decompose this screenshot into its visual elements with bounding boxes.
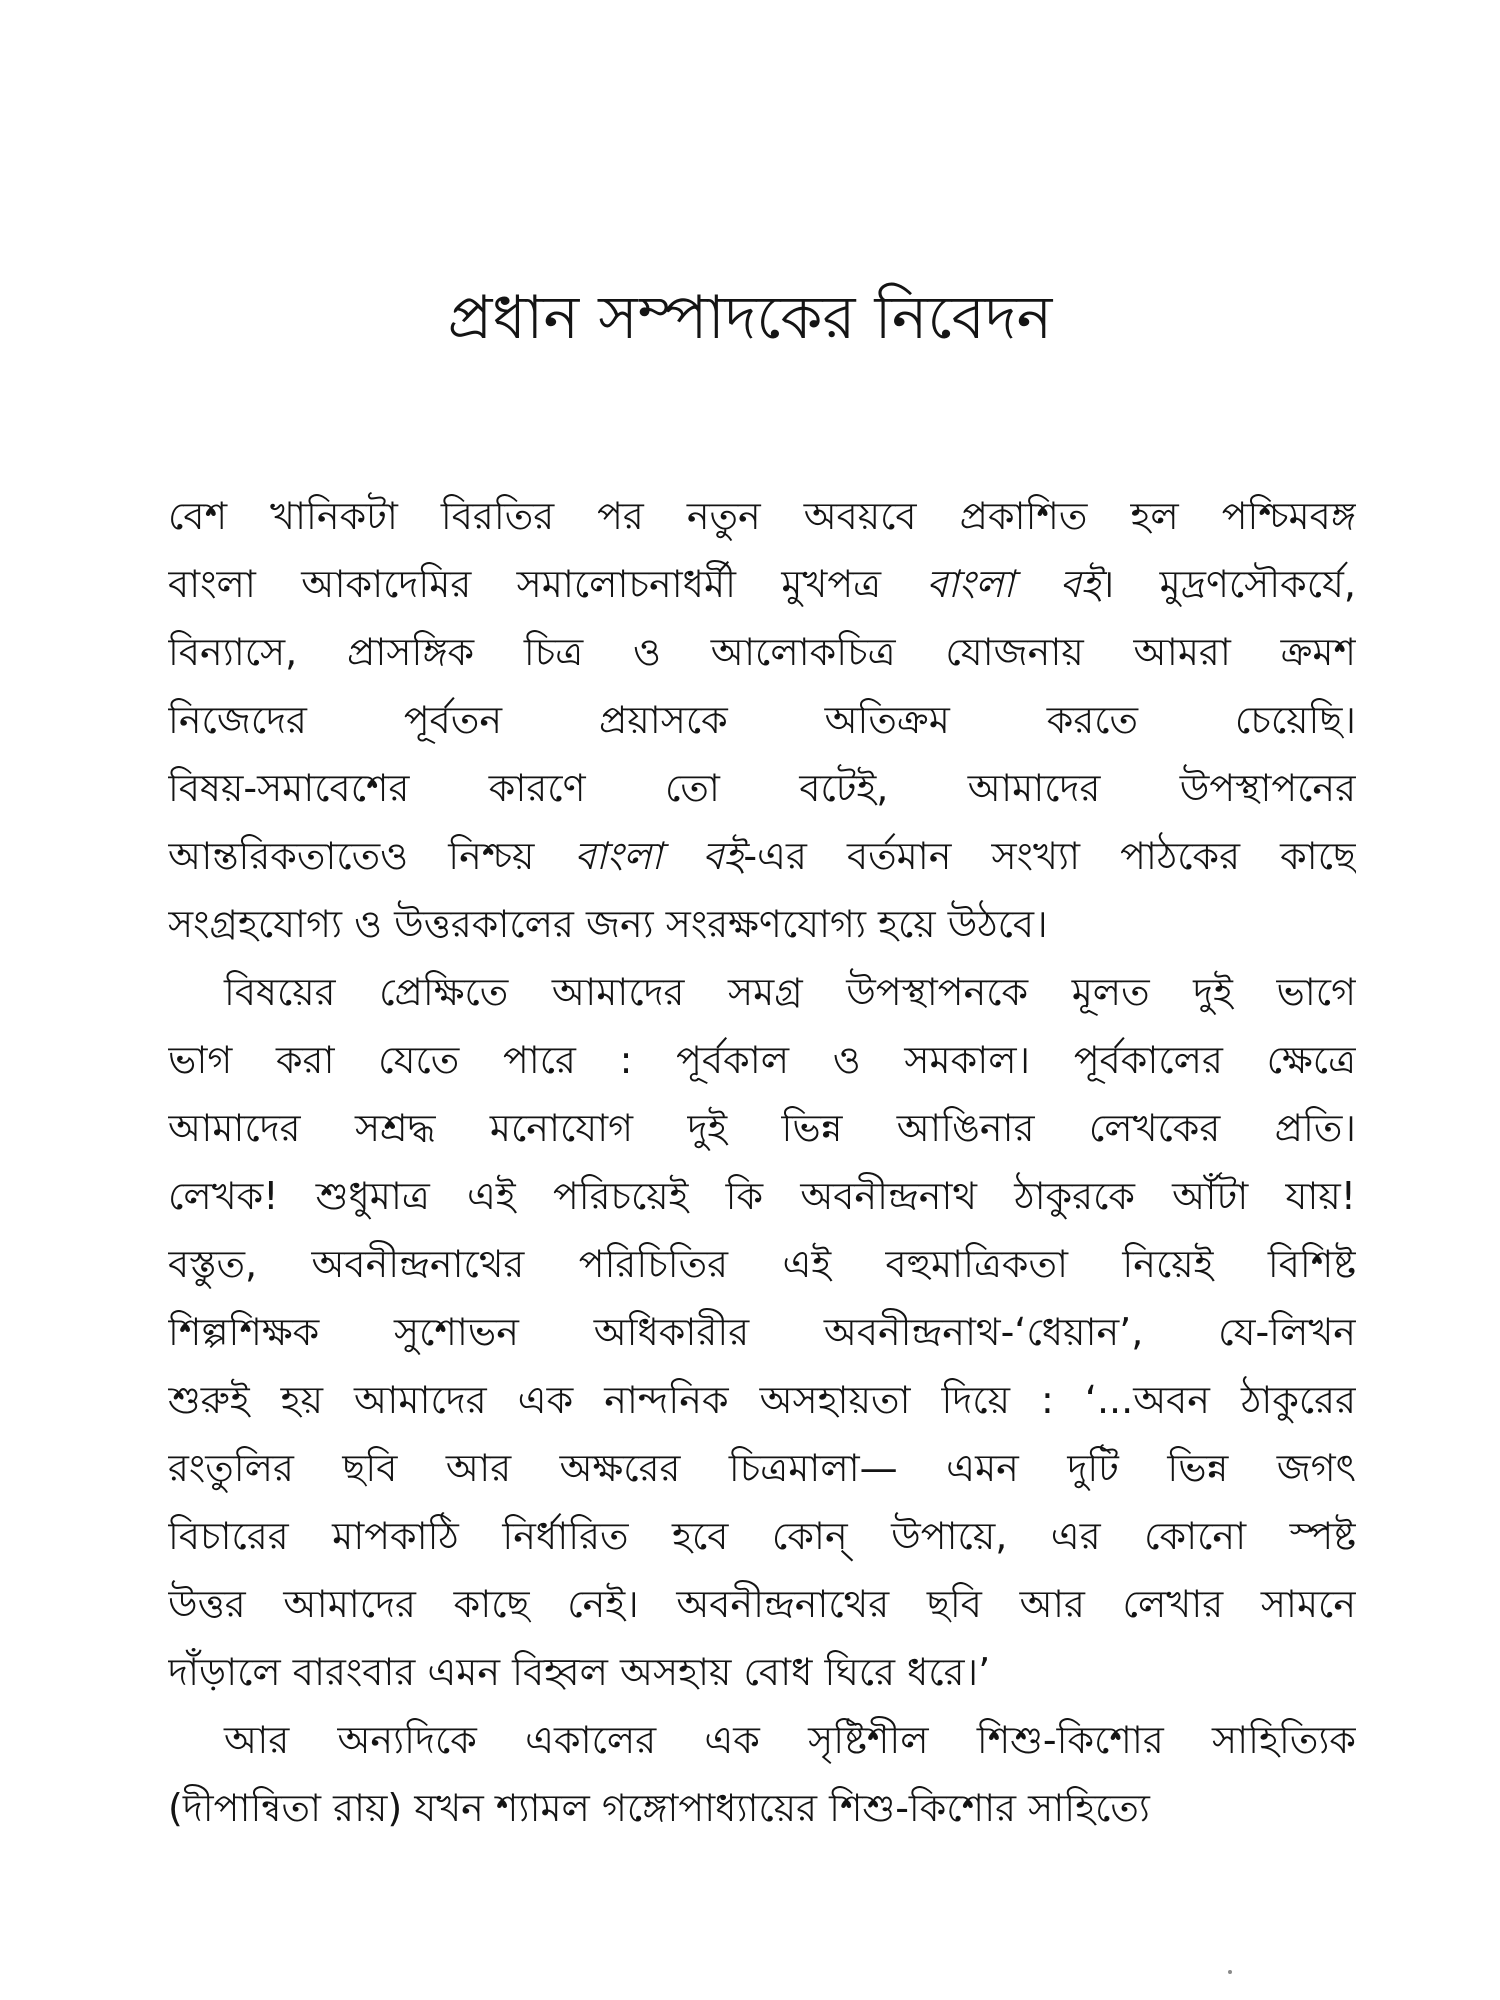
text-line: [168, 958, 1356, 1026]
text-line: [168, 686, 1356, 754]
text-line: [168, 482, 1356, 550]
text-line: [168, 1162, 1356, 1230]
page-title: প্রধান সম্পাদকের নিবেদন: [447, 283, 1053, 353]
text-line: [168, 1774, 1356, 1842]
text-line: [168, 1570, 1356, 1638]
text-segment: নিজেদের পূর্বতন প্রয়াসকে অতিক্রম করতে চেয়েছি।: [168, 698, 1356, 742]
text-line: [168, 1298, 1356, 1366]
text-segment: বিন্যাসে, প্রাসঙ্গিক চিত্র ও আলোকচিত্র যোজনায় আমরা ক্রমশ: [168, 630, 1356, 674]
text-segment: । মুদ্রণসৌকর্যে,: [1100, 562, 1356, 606]
paragraph-2: [168, 958, 1356, 1706]
text-line: [168, 1230, 1356, 1298]
text-segment: আমাদের সশ্রদ্ধ মনোযোগ দুই ভিন্ন আঙিনার লেখকের প্রতি।: [168, 1106, 1356, 1150]
text-segment: বেশ খানিকটা বিরতির পর নতুন অবয়বে প্রকাশিত হল পশ্চিমবঙ্গ: [168, 494, 1356, 538]
text-line: [168, 1502, 1356, 1570]
text-line: [168, 1706, 1356, 1774]
text-segment: শিল্পশিক্ষক সুশোভন অধিকারীর অবনীন্দ্রনাথ-‘ধেয়ান’, যে-লিখন: [168, 1310, 1356, 1354]
text-segment: -এর বর্তমান সংখ্যা পাঠকের কাছে: [743, 834, 1356, 878]
text-segment: দাঁড়ালে বারংবার এমন বিহ্বল অসহায় বোধ ঘিরে ধরে।’: [168, 1650, 991, 1694]
text-line: [168, 1026, 1356, 1094]
text-segment: বিষয়-সমাবেশের কারণে তো বটেই, আমাদের উপস্থাপনের: [168, 766, 1356, 810]
text-line: [168, 1094, 1356, 1162]
text-segment: বাংলা আকাদেমির সমালোচনাধর্মী মুখপত্র: [168, 562, 927, 606]
text-line: [168, 1366, 1356, 1434]
article-body: [168, 482, 1356, 1842]
text-line: [168, 890, 1356, 958]
text-segment: শুরুই হয় আমাদের এক নান্দনিক অসহায়তা দিয়ে : ‘...অবন ঠাকুরের: [168, 1378, 1356, 1422]
text-segment: আন্তরিকতাতেও নিশ্চয়: [168, 834, 575, 878]
text-segment: বিচারের মাপকাঠি নির্ধারিত হবে কোন্ উপায়ে, এর কোনো স্পষ্ট: [168, 1514, 1356, 1558]
text-segment: রংতুলির ছবি আর অক্ষরের চিত্রমালা— এমন দুটি ভিন্ন জগৎ: [168, 1446, 1356, 1490]
journal-title-italic: বাংলা বই: [574, 834, 744, 878]
text-segment: লেখক! শুধুমাত্র এই পরিচয়েই কি অবনীন্দ্রনাথ ঠাকুরকে আঁটা যায়!: [168, 1174, 1356, 1218]
paragraph-3: [168, 1706, 1356, 1842]
text-line: [168, 822, 1356, 890]
text-line: [168, 754, 1356, 822]
text-line: [168, 1434, 1356, 1502]
text-segment: আর অন্যদিকে একালের এক সৃষ্টিশীল শিশু-কিশোর সাহিত্যিক: [224, 1718, 1356, 1762]
text-segment: উত্তর আমাদের কাছে নেই। অবনীন্দ্রনাথের ছবি আর লেখার সামনে: [168, 1582, 1356, 1626]
text-segment: (দীপান্বিতা রায়) যখন শ্যামল গঙ্গোপাধ্যায়ের শিশু-কিশোর সাহিত্যে: [168, 1786, 1150, 1830]
paragraph-1: [168, 482, 1356, 958]
text-line: [168, 618, 1356, 686]
text-segment: বস্তুত, অবনীন্দ্রনাথের পরিচিতির এই বহুমাত্রিকতা নিয়েই বিশিষ্ট: [168, 1242, 1356, 1286]
text-segment: বিষয়ের প্রেক্ষিতে আমাদের সমগ্র উপস্থাপনকে মূলত দুই ভাগে: [224, 970, 1356, 1014]
text-segment: ভাগ করা যেতে পারে : পূর্বকাল ও সমকাল। পূর্বকালের ক্ষেত্রে: [168, 1038, 1356, 1082]
text-line: [168, 550, 1356, 618]
journal-title-italic: বাংলা বই: [926, 562, 1101, 606]
paper-speck: [1228, 1970, 1232, 1974]
text-segment: সংগ্রহযোগ্য ও উত্তরকালের জন্য সংরক্ষণযোগ্য হয়ে উঠবে।: [168, 902, 1048, 946]
text-line: [168, 1638, 1356, 1706]
